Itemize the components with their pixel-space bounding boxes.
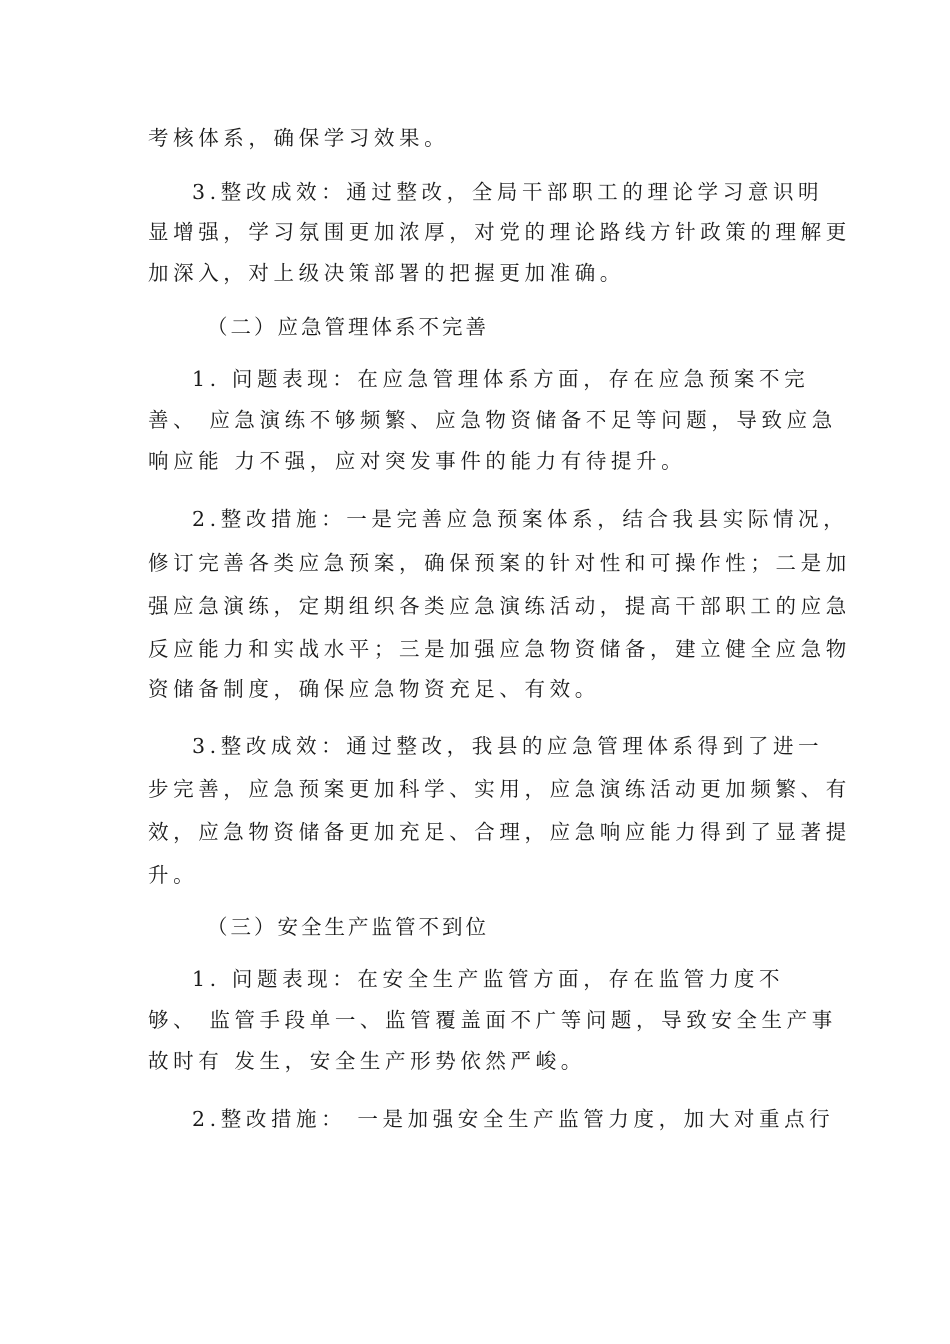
text-line: 效，应急物资储备更加充足、合理，应急响应能力得到了显著提 bbox=[148, 820, 851, 844]
text-line: 2.整改措施： 一是加强安全生产监管力度，加大对重点行 bbox=[192, 1107, 835, 1131]
text-line: 1. 问题表现：在安全生产监管方面，存在监管力度不 bbox=[192, 967, 785, 991]
section-heading: （三）安全生产监管不到位 bbox=[207, 915, 489, 939]
text-line: 反应能力和实战水平；三是加强应急物资储备，建立健全应急物 bbox=[148, 637, 851, 661]
section-heading: （二）应急管理体系不完善 bbox=[207, 315, 489, 339]
text-line: 3.整改成效：通过整改，我县的应急管理体系得到了进一 bbox=[192, 734, 824, 758]
text-line: 升。 bbox=[148, 863, 199, 887]
text-line: 修订完善各类应急预案，确保预案的针对性和可操作性；二是加 bbox=[148, 551, 851, 575]
text-line: 加深入，对上级决策部署的把握更加准确。 bbox=[148, 261, 625, 285]
text-line: 3.整改成效：通过整改，全局干部职工的理论学习意识明 bbox=[192, 180, 824, 204]
text-line: 响应能 力不强，应对突发事件的能力有待提升。 bbox=[148, 449, 687, 473]
text-line: 善、 应急演练不够频繁、应急物资储备不足等问题，导致应急 bbox=[148, 408, 837, 432]
text-line: 故时有 发生，安全生产形势依然严峻。 bbox=[148, 1049, 586, 1073]
text-line: 2.整改措施：一是完善应急预案体系，结合我县实际情况， bbox=[192, 507, 849, 531]
text-line: 够、 监管手段单一、监管覆盖面不广等问题，导致安全生产事 bbox=[148, 1008, 837, 1032]
text-line: 1. 问题表现：在应急管理体系方面，存在应急预案不完 bbox=[192, 367, 810, 391]
text-line: 考核体系，确保学习效果。 bbox=[148, 126, 450, 150]
text-line: 步完善，应急预案更加科学、实用，应急演练活动更加频繁、有 bbox=[148, 777, 851, 801]
text-line: 资储备制度，确保应急物资充足、有效。 bbox=[148, 677, 600, 701]
text-line: 显增强，学习氛围更加浓厚，对党的理论路线方针政策的理解更 bbox=[148, 220, 851, 244]
text-line: 强应急演练，定期组织各类应急演练活动，提高干部职工的应急 bbox=[148, 594, 851, 618]
